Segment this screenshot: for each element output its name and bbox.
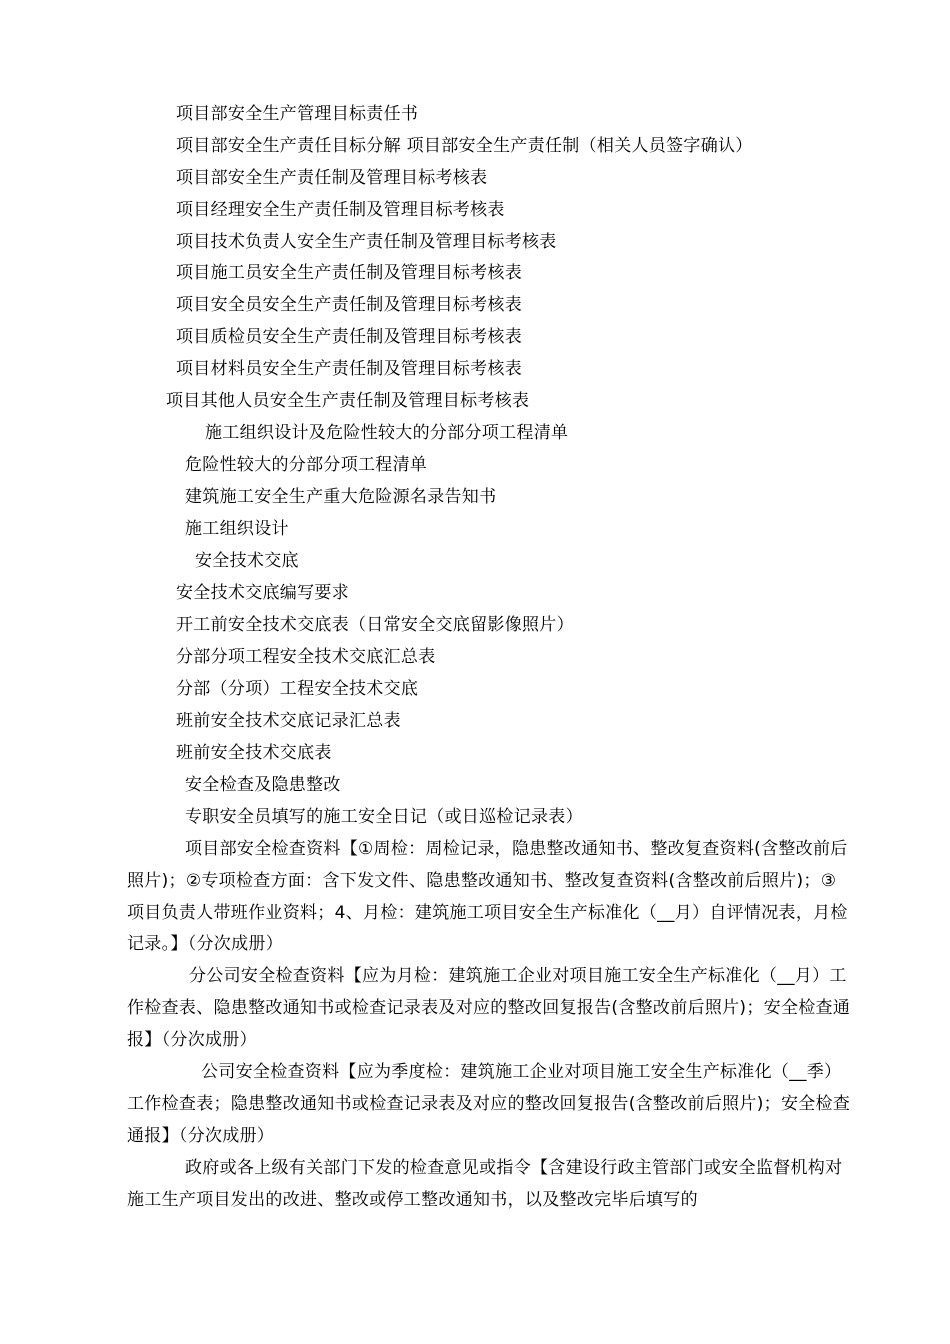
- list-item: 专职安全员填写的施工安全日记（或日巡检记录表）: [185, 807, 583, 827]
- list-item: 安全技术交底编写要求: [176, 583, 349, 603]
- paragraph-branch-inspection: 分公司安全检查资料【应为月检：建筑施工企业对项目施工安全生产标准化（__月）工作检查表、隐患整改通知书或检查记录表及对应的整改回复报告(含整改前后照片)；安全检查通报】（分次成册）: [127, 966, 851, 1050]
- list-item: 危险性较大的分部分项工程清单: [185, 455, 428, 475]
- list-item: 施工组织设计: [185, 519, 289, 539]
- list-item: 项目其他人员安全生产责任制及管理目标考核表: [166, 391, 530, 411]
- list-item: 项目安全员安全生产责任制及管理目标考核表: [176, 295, 522, 315]
- paragraph-project-inspection: 项目部安全检查资料【①周检：周检记录，隐患整改通知书、整改复查资料(含整改前后照片)；②专项检查方面：含下发文件、隐患整改通知书、整改复查资料(含整改前后照片)；③项目负责人带班作业资料；4、月检：建筑施工项目安全生产标准化（__月）自评情况表，月检记录。】（分次成册）: [127, 839, 848, 955]
- list-item: 开工前安全技术交底表（日常安全交底留影像照片）: [176, 615, 574, 635]
- list-item: 项目部安全生产责任制及管理目标考核表: [176, 168, 488, 188]
- list-item: 项目部安全生产责任目标分解 项目部安全生产责任制（相关人员签字确认）: [176, 136, 753, 156]
- list-item: 项目施工员安全生产责任制及管理目标考核表: [176, 263, 522, 283]
- list-item: 项目质检员安全生产责任制及管理目标考核表: [176, 327, 522, 347]
- paragraph-company-inspection: 公司安全检查资料【应为季度检：建筑施工企业对项目施工安全生产标准化（__季）工作检查表；隐患整改通知书或检查记录表及对应的整改回复报告(含整改前后照片)；安全检查通报】（分次成册）: [127, 1062, 851, 1146]
- list-item: 项目部安全生产管理目标责任书: [176, 104, 419, 124]
- section-heading: 安全检查及隐患整改: [185, 775, 341, 795]
- section-heading: 安全技术交底: [195, 551, 299, 571]
- list-item: 项目经理安全生产责任制及管理目标考核表: [176, 200, 505, 220]
- list-item: 分部（分项）工程安全技术交底: [176, 679, 419, 699]
- list-item: 建筑施工安全生产重大危险源名录告知书: [185, 487, 497, 507]
- list-item: 班前安全技术交底记录汇总表: [176, 711, 401, 731]
- list-item: 分部分项工程安全技术交底汇总表: [176, 647, 436, 667]
- list-item: 项目技术负责人安全生产责任制及管理目标考核表: [176, 232, 557, 252]
- paragraph-government-inspection: 政府或各上级有关部门下发的检查意见或指令【含建设行政主管部门或安全监督机构对施工生产项目发出的改进、整改或停工整改通知书，以及整改完毕后填写的: [127, 1158, 843, 1210]
- list-item: 班前安全技术交底表: [176, 743, 332, 763]
- list-item: 项目材料员安全生产责任制及管理目标考核表: [176, 359, 522, 379]
- section-heading: 施工组织设计及危险性较大的分部分项工程清单: [205, 423, 569, 443]
